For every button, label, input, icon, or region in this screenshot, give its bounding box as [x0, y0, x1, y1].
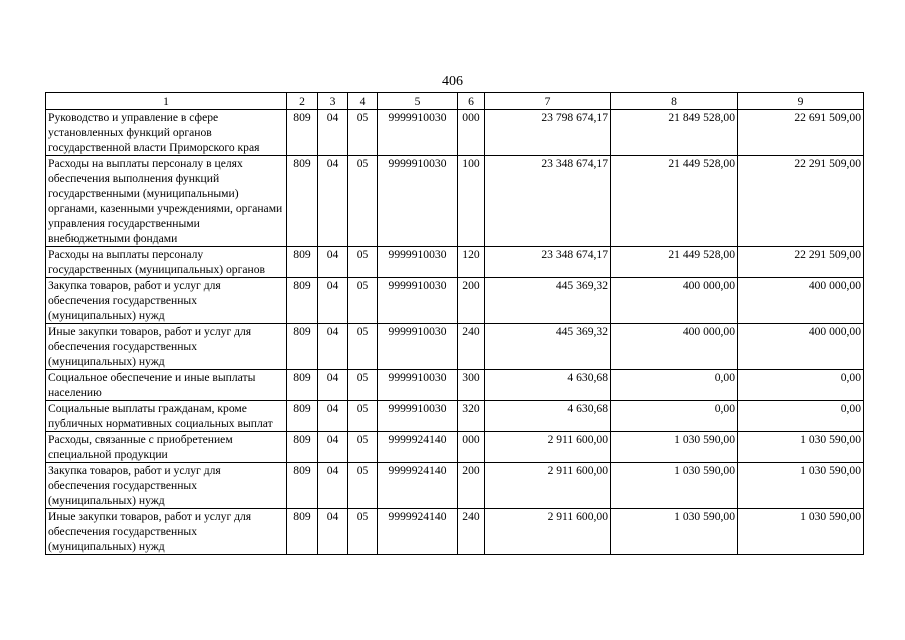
column-header-4: 4 [348, 93, 378, 110]
row-target-article: 9999910030 [378, 324, 458, 370]
row-section-code: 04 [318, 432, 348, 463]
row-subsection-code: 05 [348, 463, 378, 509]
column-header-6: 6 [458, 93, 485, 110]
column-header-3: 3 [318, 93, 348, 110]
row-amount-col9: 400 000,00 [738, 278, 864, 324]
row-description: Социальные выплаты гражданам, кроме публичных нормативных социальных выплат [46, 401, 287, 432]
row-amount-col7: 445 369,32 [485, 324, 611, 370]
page-number: 406 [442, 74, 463, 89]
row-description: Иные закупки товаров, работ и услуг для обеспечения государственных (муниципальных) нужд [46, 324, 287, 370]
row-subsection-code: 05 [348, 401, 378, 432]
row-ministry-code: 809 [287, 278, 318, 324]
row-amount-col9: 22 291 509,00 [738, 247, 864, 278]
column-header-1: 1 [46, 93, 287, 110]
row-subsection-code: 05 [348, 110, 378, 156]
row-description: Закупка товаров, работ и услуг для обеспечения государственных (муниципальных) нужд [46, 463, 287, 509]
row-section-code: 04 [318, 401, 348, 432]
row-amount-col7: 4 630,68 [485, 401, 611, 432]
row-expense-type: 000 [458, 110, 485, 156]
row-expense-type: 320 [458, 401, 485, 432]
row-amount-col8: 400 000,00 [611, 278, 738, 324]
row-section-code: 04 [318, 247, 348, 278]
table-row [46, 278, 864, 324]
row-amount-col7: 2 911 600,00 [485, 432, 611, 463]
row-description: Расходы на выплаты персоналу государственных (муниципальных) органов [46, 247, 287, 278]
row-section-code: 04 [318, 278, 348, 324]
row-amount-col9: 22 291 509,00 [738, 156, 864, 247]
table-header [46, 93, 864, 110]
column-header-8: 8 [611, 93, 738, 110]
row-target-article: 9999910030 [378, 156, 458, 247]
row-amount-col7: 23 348 674,17 [485, 156, 611, 247]
row-expense-type: 200 [458, 463, 485, 509]
column-header-7: 7 [485, 93, 611, 110]
row-subsection-code: 05 [348, 278, 378, 324]
row-amount-col9: 1 030 590,00 [738, 432, 864, 463]
table-row [46, 324, 864, 370]
row-amount-col8: 1 030 590,00 [611, 432, 738, 463]
row-expense-type: 240 [458, 324, 485, 370]
column-header-2: 2 [287, 93, 318, 110]
row-target-article: 9999924140 [378, 432, 458, 463]
row-subsection-code: 05 [348, 432, 378, 463]
budget-table [45, 92, 864, 555]
row-amount-col9: 22 691 509,00 [738, 110, 864, 156]
row-amount-col9: 1 030 590,00 [738, 463, 864, 509]
row-amount-col8: 400 000,00 [611, 324, 738, 370]
row-section-code: 04 [318, 370, 348, 401]
row-target-article: 9999910030 [378, 278, 458, 324]
table-row [46, 247, 864, 278]
row-subsection-code: 05 [348, 509, 378, 555]
row-section-code: 04 [318, 110, 348, 156]
row-target-article: 9999924140 [378, 463, 458, 509]
table-row [46, 463, 864, 509]
row-subsection-code: 05 [348, 370, 378, 401]
row-amount-col8: 21 449 528,00 [611, 247, 738, 278]
row-target-article: 9999910030 [378, 110, 458, 156]
row-amount-col8: 21 849 528,00 [611, 110, 738, 156]
row-amount-col8: 0,00 [611, 401, 738, 432]
row-description: Социальное обеспечение и иные выплаты населению [46, 370, 287, 401]
row-ministry-code: 809 [287, 432, 318, 463]
table-body [46, 110, 864, 555]
row-amount-col9: 0,00 [738, 370, 864, 401]
row-expense-type: 100 [458, 156, 485, 247]
row-ministry-code: 809 [287, 370, 318, 401]
row-expense-type: 300 [458, 370, 485, 401]
row-amount-col9: 1 030 590,00 [738, 509, 864, 555]
table-row [46, 370, 864, 401]
row-amount-col9: 0,00 [738, 401, 864, 432]
table-row [46, 156, 864, 247]
row-ministry-code: 809 [287, 156, 318, 247]
row-subsection-code: 05 [348, 324, 378, 370]
row-section-code: 04 [318, 156, 348, 247]
row-amount-col7: 2 911 600,00 [485, 463, 611, 509]
table-row [46, 432, 864, 463]
row-amount-col8: 0,00 [611, 370, 738, 401]
row-amount-col7: 2 911 600,00 [485, 509, 611, 555]
row-amount-col8: 21 449 528,00 [611, 156, 738, 247]
row-amount-col7: 445 369,32 [485, 278, 611, 324]
header-row [46, 93, 864, 110]
row-description: Руководство и управление в сфере установленных функций органов государственной власти Приморского края [46, 110, 287, 156]
row-target-article: 9999924140 [378, 509, 458, 555]
row-amount-col9: 400 000,00 [738, 324, 864, 370]
row-description: Расходы на выплаты персоналу в целях обеспечения выполнения функций государственными (муниципальными) органами, казенными учреждениями, органами управления государственными внебюджетными фондами [46, 156, 287, 247]
row-amount-col8: 1 030 590,00 [611, 463, 738, 509]
row-expense-type: 120 [458, 247, 485, 278]
table-row [46, 509, 864, 555]
row-ministry-code: 809 [287, 463, 318, 509]
table-row [46, 110, 864, 156]
column-header-5: 5 [378, 93, 458, 110]
row-ministry-code: 809 [287, 324, 318, 370]
row-amount-col7: 23 348 674,17 [485, 247, 611, 278]
row-amount-col7: 4 630,68 [485, 370, 611, 401]
row-subsection-code: 05 [348, 156, 378, 247]
row-expense-type: 240 [458, 509, 485, 555]
row-description: Иные закупки товаров, работ и услуг для обеспечения государственных (муниципальных) нужд [46, 509, 287, 555]
row-ministry-code: 809 [287, 401, 318, 432]
table-row [46, 401, 864, 432]
row-subsection-code: 05 [348, 247, 378, 278]
row-amount-col8: 1 030 590,00 [611, 509, 738, 555]
row-target-article: 9999910030 [378, 370, 458, 401]
row-section-code: 04 [318, 324, 348, 370]
row-expense-type: 200 [458, 278, 485, 324]
row-section-code: 04 [318, 509, 348, 555]
column-header-9: 9 [738, 93, 864, 110]
row-ministry-code: 809 [287, 509, 318, 555]
row-expense-type: 000 [458, 432, 485, 463]
row-amount-col7: 23 798 674,17 [485, 110, 611, 156]
row-description: Закупка товаров, работ и услуг для обеспечения государственных (муниципальных) нужд [46, 278, 287, 324]
row-description: Расходы, связанные с приобретением специальной продукции [46, 432, 287, 463]
row-target-article: 9999910030 [378, 247, 458, 278]
row-ministry-code: 809 [287, 247, 318, 278]
row-target-article: 9999910030 [378, 401, 458, 432]
row-ministry-code: 809 [287, 110, 318, 156]
row-section-code: 04 [318, 463, 348, 509]
